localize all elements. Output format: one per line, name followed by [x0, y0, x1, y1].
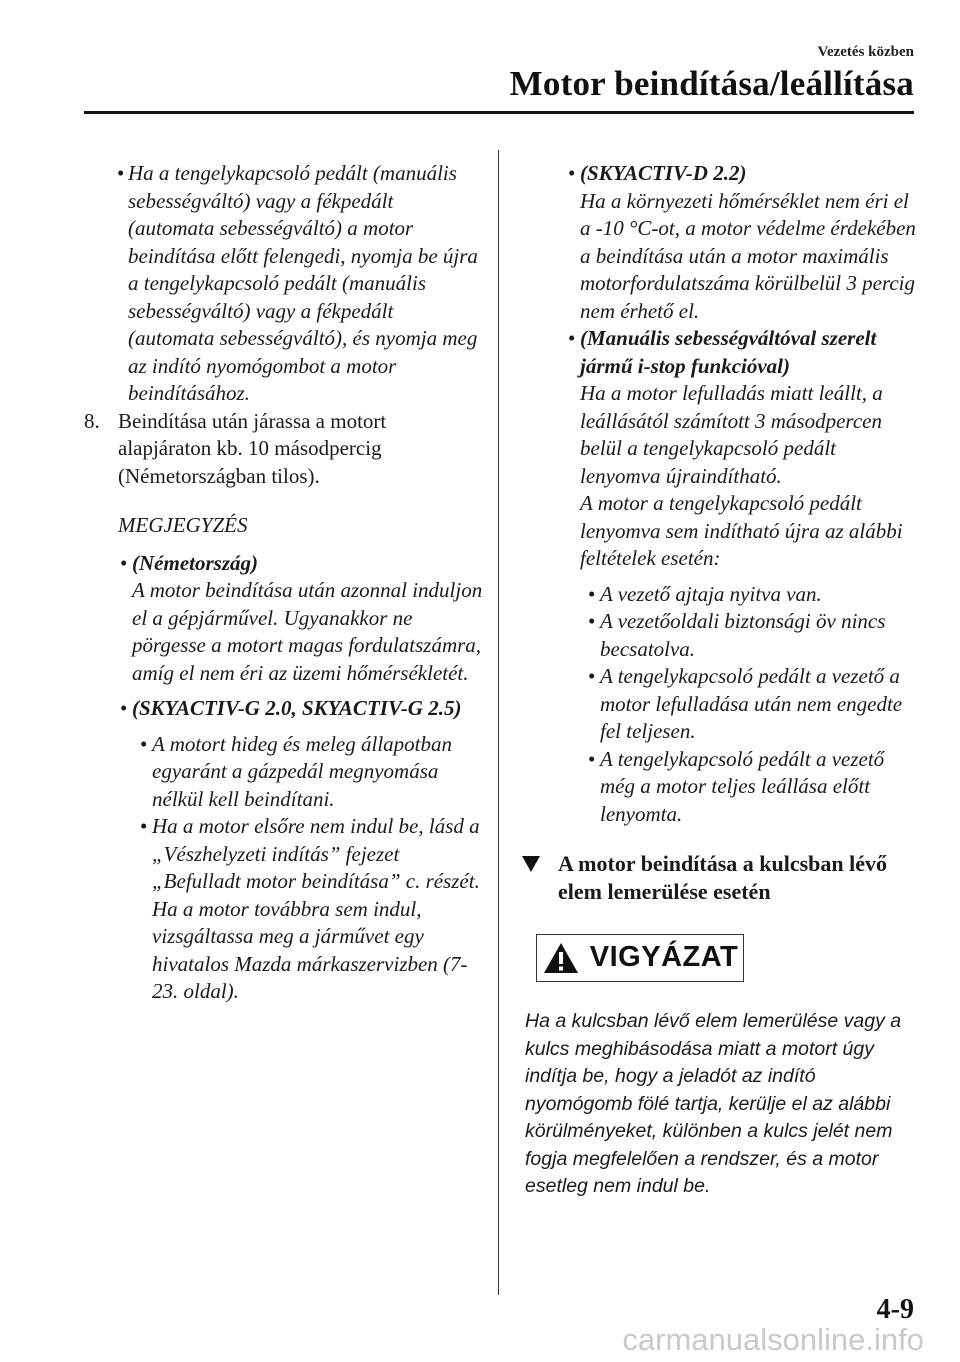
- note-item-title: (Manuális sebességváltóval szerelt jármű i-stop funkcióval): [580, 326, 877, 378]
- condition-item: [552, 746, 917, 829]
- bullet-text: Ha a motor elsőre nem indul be, lásd a „Vészhelyzeti indítás” fejezet „Befulladt motor beindítása” c. részét. Ha a motor továbbra sem indul, vizsgáltassa meg a járművet egy hivatalos Mazda márkaszervizben (7-23. oldal).: [152, 814, 480, 1003]
- bullet-icon: •: [588, 664, 596, 688]
- header-section-label: Vezetés közben: [817, 44, 914, 60]
- bullet-icon: •: [588, 609, 596, 633]
- bullet-icon: •: [568, 161, 576, 185]
- list-item: [84, 160, 484, 408]
- bullet-icon: •: [140, 731, 148, 756]
- note-item-text: A motor a tengelykapcsoló pedált lenyomva sem indítható újra az alábbi feltételek esetén:: [580, 491, 903, 570]
- bullet-icon: •: [568, 326, 576, 350]
- condition-item: [552, 608, 917, 663]
- list-item: [84, 731, 484, 814]
- bullet-text: A motort hideg és meleg állapotban egyaránt a gázpedál megnyomása nélkül kell beindítani.: [152, 731, 452, 811]
- bullet-icon: •: [588, 581, 596, 606]
- warning-text: Ha a kulcsban lévő elem lemerülése vagy a kulcs meghibásodása miatt a motort úgy indítja be, hogy a jeladót az indító nyomógomb fölé tartja, kerülje el az alábbi körülményeket, különben a kulcs jelét nem fogja megfelelően a rendszer, és a motor esetleg nem indul be.: [525, 1010, 902, 1197]
- watermark: carmanualsonline.info: [622, 1322, 924, 1357]
- warning-box: [536, 934, 744, 982]
- warning-label: VIGYÁZAT: [589, 941, 739, 974]
- page-number: 4-9: [876, 1294, 914, 1325]
- note-item-germany: [84, 550, 484, 688]
- page-title: Motor beindítása/leállítása: [509, 64, 914, 103]
- header-rule: [84, 111, 914, 114]
- list-item: [84, 813, 484, 1006]
- note-item-text: Ha a motor lefulladás miatt leállt, a leállásától számított 3 másodpercen belül a tengelykapcsoló pedált lenyomva újraindítható.: [580, 381, 883, 488]
- note-item-skyactiv-g: [84, 695, 484, 723]
- bullet-text: Ha a tengelykapcsoló pedált (manuális sebességváltó) vagy a fékpedált (automata sebességváltó) a motor beindítása előtt felengedi, nyomja be újra a tengelykapcsoló pedált (manuális sebességváltó) vagy a fékpedált (automata sebességváltó), és nyomja meg az indító nyomógombot a motor beindításához.: [128, 161, 478, 405]
- note-item-title: (Németország): [132, 550, 258, 575]
- right-column: [525, 160, 917, 1201]
- condition-text: A tengelykapcsoló pedált a vezető még a motor teljes leállása előtt lenyomta.: [600, 746, 885, 826]
- note-item-text: Ha a környezeti hőmérséklet nem éri el a -10 °C-ot, a motor védelme érdekében a beindítása után a motor maximális motorfordulatszáma körülbelül 3 percig nem érhető el.: [580, 188, 916, 323]
- step-number: 8.: [84, 408, 100, 433]
- subheading-text: A motor beindítása a kulcsban lévő elem lemerülése esetén: [558, 851, 888, 904]
- column-divider: [498, 150, 499, 1295]
- note-item-istop: [552, 325, 917, 573]
- section-subheading: [522, 850, 917, 906]
- down-triangle-icon: [522, 856, 540, 872]
- step-text: Beindítása után járassa a motort alapjáraton kb. 10 másodpercig (Németországban tilos).: [118, 408, 387, 488]
- bullet-icon: •: [117, 161, 125, 185]
- condition-item: [552, 581, 917, 609]
- left-column: [84, 160, 484, 1006]
- note-item-title: (SKYACTIV-G 2.0, SKYACTIV-G 2.5): [132, 696, 462, 720]
- bullet-icon: •: [588, 746, 596, 771]
- condition-item: [552, 663, 917, 746]
- condition-text: A vezetőoldali biztonsági öv nincs becsatolva.: [600, 609, 886, 661]
- bullet-icon: •: [120, 696, 128, 720]
- step-8: [84, 408, 484, 491]
- note-item-title: (SKYACTIV-D 2.2): [580, 161, 747, 185]
- warning-triangle-icon: [542, 941, 580, 975]
- condition-text: A vezető ajtaja nyitva van.: [600, 581, 822, 606]
- note-item-skyactiv-d: [552, 160, 917, 325]
- bullet-icon: •: [120, 550, 128, 575]
- note-label: MEGJEGYZÉS: [118, 513, 248, 537]
- note-item-text: A motor beindítása után azonnal induljon el a gépjárművel. Ugyanakkor ne pörgesse a motort magas fordulatszámra, amíg el nem éri az üzemi hőmérsékletét.: [132, 578, 483, 685]
- condition-text: A tengelykapcsoló pedált a vezető a motor lefulladása után nem engedte fel teljesen.: [600, 664, 903, 743]
- bullet-icon: •: [140, 814, 148, 838]
